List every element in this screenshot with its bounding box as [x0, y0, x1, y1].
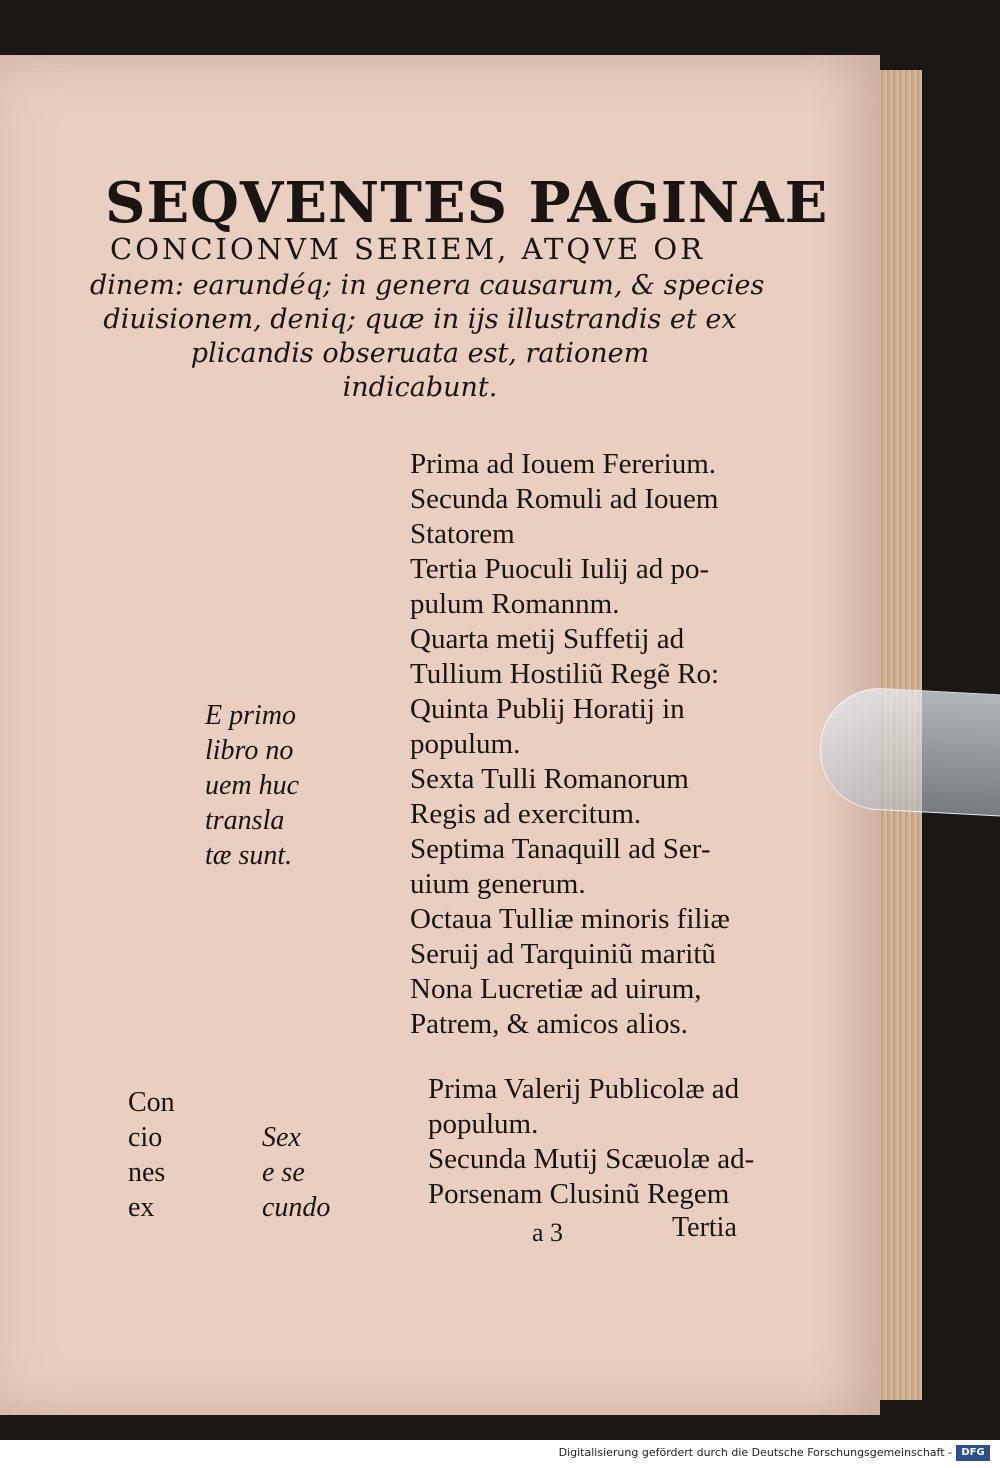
- list-item: Regis ad exercitum.: [410, 798, 642, 830]
- list-item: Secunda Romuli ad Iouem: [410, 483, 719, 515]
- side-note-line: cundo: [262, 1192, 331, 1223]
- list-item: pulum Romannm.: [410, 588, 620, 620]
- list-item: Patrem, & amicos alios.: [410, 1008, 688, 1040]
- list-item: Secunda Mutij Scæuolæ ad-: [428, 1143, 755, 1175]
- bookmark-strip: [817, 685, 1000, 817]
- list-item: Seruij ad Tarquiniũ maritũ: [410, 938, 716, 970]
- side-note-line: tæ sunt.: [205, 840, 293, 871]
- side-note-line: libro no: [205, 735, 294, 766]
- list-item: Porsenam Clusinũ Regem: [428, 1178, 730, 1210]
- side-note-line: nes: [128, 1157, 166, 1188]
- side-note-line: uem huc: [205, 770, 300, 801]
- list-item: Prima Valerij Publicolæ ad: [428, 1073, 740, 1105]
- footer-credit: Digitalisierung gefördert durch die Deutsche Forschungsgemeinschaft -: [558, 1446, 952, 1459]
- side-note-line: transla: [205, 805, 285, 836]
- intro-line-2: diuisionem, deniq; quæ in ijs illustrandis et ex: [103, 304, 737, 335]
- side-note-line: E primo: [205, 700, 296, 731]
- side-note-first-book: [205, 698, 299, 873]
- side-note-line: Con: [128, 1087, 175, 1118]
- signature-mark: a 3: [532, 1218, 564, 1247]
- list-item: Quinta Publij Horatij in: [410, 693, 685, 725]
- speech-list-second-book: [428, 1072, 754, 1212]
- page-subtitle: CONCIONVM SERIEM, ATQVE OR: [110, 232, 706, 266]
- side-note-second-book: [262, 1120, 330, 1225]
- list-item: Tertia Puoculi Iulij ad po-: [410, 553, 710, 585]
- intro-line-1: dinem: earundéq; in genera causarum, & species: [90, 270, 765, 301]
- side-note-line: ex: [128, 1192, 155, 1223]
- list-item: Nona Lucretiæ ad uirum,: [410, 973, 702, 1005]
- intro-line-3: plicandis obseruata est, rationem: [190, 338, 650, 369]
- intro-line-4: indicabunt.: [342, 372, 498, 403]
- speech-list-first-book: [410, 447, 730, 1042]
- footer-bar: [0, 1440, 1000, 1468]
- catchword: Tertia: [672, 1212, 737, 1243]
- list-item: Quarta metij Suffetij ad: [410, 623, 685, 655]
- list-item: Octaua Tulliæ minoris filiæ: [410, 903, 730, 935]
- page-title: SEQVENTES PAGINAE: [105, 170, 829, 236]
- side-note-conciones: [128, 1085, 175, 1225]
- side-note-line: e se: [262, 1157, 305, 1188]
- list-item: Septima Tanaquill ad Ser-: [410, 833, 711, 865]
- list-item: Statorem: [410, 518, 515, 550]
- list-item: populum.: [428, 1108, 539, 1140]
- dfg-logo-icon: DFG: [956, 1445, 990, 1461]
- side-note-line: Sex: [262, 1122, 301, 1153]
- list-item: uium generum.: [410, 868, 586, 900]
- list-item: populum.: [410, 728, 521, 760]
- list-item: Tullium Hostiliũ Regẽ Ro:: [410, 658, 720, 690]
- list-item: Prima ad Iouem Fererium.: [410, 448, 717, 480]
- side-note-line: cio: [128, 1122, 163, 1153]
- list-item: Sexta Tulli Romanorum: [410, 763, 689, 795]
